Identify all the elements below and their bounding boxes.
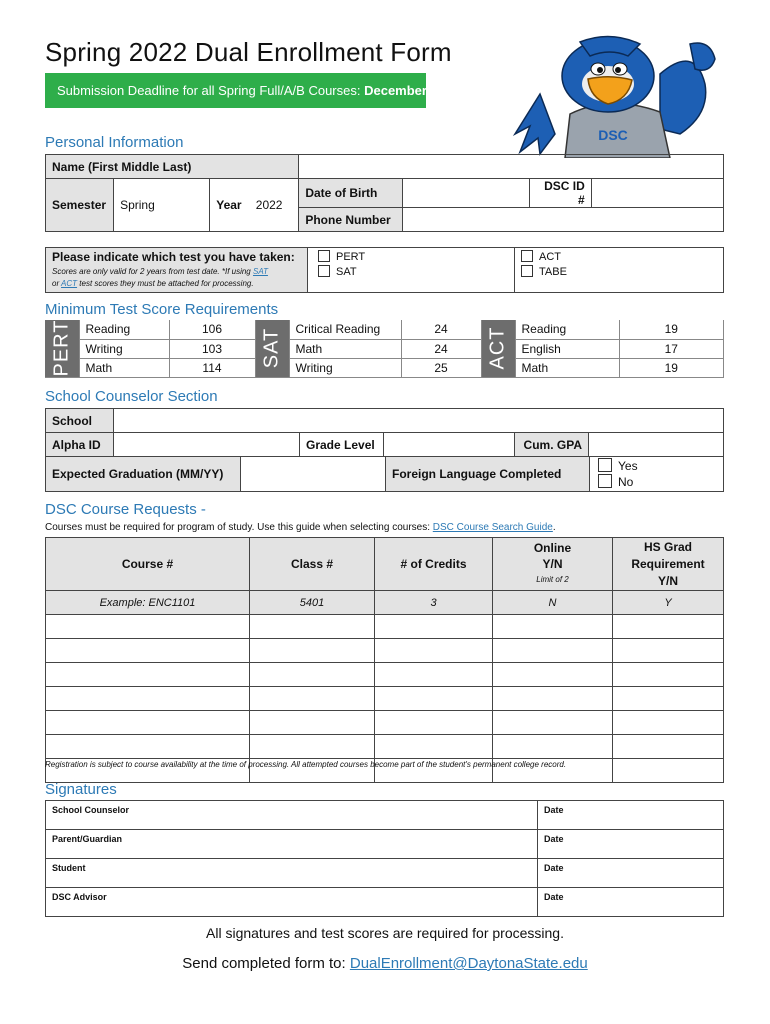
online-cell[interactable] — [493, 687, 613, 711]
online-cell[interactable] — [493, 663, 613, 687]
signatures-heading: Signatures — [45, 781, 117, 798]
foreign-lang-label: Foreign Language Completed — [386, 457, 590, 492]
course-cell[interactable] — [46, 687, 250, 711]
table-row — [46, 687, 724, 711]
test-note-3: test scores they must be attached for processing. — [77, 279, 254, 288]
class-cell[interactable] — [250, 735, 375, 759]
alpha-id-field[interactable] — [114, 433, 300, 457]
option-act[interactable] — [521, 250, 717, 265]
credits-cell[interactable] — [375, 663, 493, 687]
score-value: 19 — [619, 320, 724, 339]
semester-value[interactable]: Spring — [114, 179, 210, 232]
dsc-id-label: DSC ID # — [529, 179, 591, 208]
option-act-label: ACT — [539, 251, 561, 263]
test-note — [52, 266, 301, 290]
credits-cell[interactable] — [375, 711, 493, 735]
example-course: Example: ENC1101 — [46, 591, 250, 615]
online-limit-note: Limit of 2 — [536, 575, 569, 584]
date-field-counselor[interactable] — [538, 801, 724, 830]
personal-info-table — [45, 154, 724, 232]
pert-checkbox[interactable] — [318, 250, 330, 262]
deadline-banner — [45, 73, 438, 108]
counselor-table-2 — [45, 456, 724, 492]
score-subject: Math — [515, 358, 619, 377]
score-subject: Reading — [79, 320, 169, 339]
course-cell[interactable] — [46, 615, 250, 639]
col-online-header — [493, 538, 613, 591]
courses-intro: Courses must be required for program of study. Use this guide when selecting courses: DSC Course Search Guide. — [45, 522, 556, 533]
test-prompt: Please indicate which test you have taken: — [52, 250, 295, 264]
counselor-heading: School Counselor Section — [45, 388, 218, 405]
col-course-header: Course # — [46, 538, 250, 591]
signature-field-counselor[interactable] — [46, 801, 538, 830]
option-no[interactable] — [598, 474, 715, 490]
school-label: School — [46, 409, 114, 433]
online-cell[interactable] — [493, 615, 613, 639]
online-cell[interactable] — [493, 711, 613, 735]
credits-cell[interactable] — [375, 615, 493, 639]
name-field[interactable] — [299, 155, 724, 179]
name-label: Name (First Middle Last) — [46, 155, 299, 179]
deadline-prefix: Submission Deadline for all Spring Full/A/B Courses: — [57, 83, 365, 98]
hs-cell[interactable] — [613, 615, 724, 639]
yes-checkbox[interactable] — [598, 458, 612, 472]
processing-note: All signatures and test scores are required for processing. — [206, 925, 564, 941]
col-hs-header — [613, 538, 724, 591]
dsc-id-field[interactable] — [591, 179, 723, 208]
online-cell[interactable] — [493, 639, 613, 663]
course-guide-link[interactable]: DSC Course Search Guide — [432, 522, 553, 533]
year-value[interactable]: 2022 — [250, 179, 299, 232]
signature-field-parent[interactable] — [46, 830, 538, 859]
signature-row — [46, 830, 724, 859]
class-cell[interactable] — [250, 615, 375, 639]
table-row — [46, 615, 724, 639]
score-subject: Writing — [289, 358, 401, 377]
hs-cell[interactable] — [613, 711, 724, 735]
course-cell[interactable] — [46, 711, 250, 735]
table-row — [46, 639, 724, 663]
signatures-table — [45, 800, 724, 917]
courses-heading: DSC Course Requests - — [45, 501, 206, 518]
online-header-2: Y/N — [542, 557, 563, 571]
date-field-student[interactable] — [538, 859, 724, 888]
score-subject: Math — [289, 339, 401, 358]
date-label: Date — [544, 834, 564, 844]
sat-panel-label: SAT — [260, 328, 283, 369]
signature-role: Parent/Guardian — [52, 834, 123, 844]
class-cell[interactable] — [250, 687, 375, 711]
foreign-lang-options — [590, 457, 724, 492]
min-scores-table — [45, 320, 724, 378]
counselor-table — [45, 408, 724, 457]
act-checkbox[interactable] — [521, 250, 533, 262]
class-cell[interactable] — [250, 711, 375, 735]
score-subject: Writing — [79, 339, 169, 358]
score-value: 24 — [401, 320, 481, 339]
signature-field-advisor[interactable] — [46, 888, 538, 917]
class-cell[interactable] — [250, 639, 375, 663]
table-row — [46, 711, 724, 735]
credits-cell[interactable] — [375, 735, 493, 759]
school-field[interactable] — [114, 409, 724, 433]
registration-disclaimer: Registration is subject to course availability at the time of processing. All attempted courses become part of the student's permanent college record. — [45, 760, 567, 769]
signature-row — [46, 859, 724, 888]
course-cell[interactable] — [46, 735, 250, 759]
score-value: 24 — [401, 339, 481, 358]
score-subject: Reading — [515, 320, 619, 339]
pert-panel — [45, 320, 79, 377]
dob-field[interactable] — [403, 179, 529, 208]
option-tabe[interactable] — [521, 265, 717, 280]
example-credits: 3 — [375, 591, 493, 615]
option-yes[interactable] — [598, 458, 715, 474]
mascot-shirt-text: DSC — [598, 127, 628, 143]
credits-cell[interactable] — [375, 639, 493, 663]
score-subject: Critical Reading — [289, 320, 401, 339]
test-taken-table — [45, 247, 724, 293]
phone-field[interactable] — [403, 208, 724, 232]
signature-role: School Counselor — [52, 805, 130, 815]
test-note-2: or — [52, 279, 62, 288]
option-pert-label: PERT — [336, 251, 366, 263]
example-hs: Y — [613, 591, 724, 615]
sat-panel — [255, 320, 289, 377]
class-cell[interactable] — [250, 663, 375, 687]
test-note-1: Scores are only valid for 2 years from test date. *If using — [52, 267, 253, 276]
blue-bird-mascot-icon — [510, 34, 722, 158]
hs-cell[interactable] — [613, 663, 724, 687]
score-value: 103 — [169, 339, 255, 358]
signature-role: Student — [52, 863, 86, 873]
grad-label: Expected Graduation (MM/YY) — [46, 457, 241, 492]
test-options-right — [515, 248, 724, 293]
phone-label: Phone Number — [299, 208, 403, 232]
date-label: Date — [544, 863, 564, 873]
score-value: 106 — [169, 320, 255, 339]
test-options-left — [308, 248, 515, 293]
signature-role: DSC Advisor — [52, 892, 107, 902]
hs-header-2: Requirement — [631, 556, 705, 571]
form-title: Spring 2022 Dual Enrollment Form — [45, 37, 452, 67]
email-link[interactable]: DualEnrollment@DaytonaState.edu — [349, 955, 588, 972]
send-prefix: Send completed form to: — [182, 955, 350, 972]
score-value: 25 — [401, 358, 481, 377]
signature-field-student[interactable] — [46, 859, 538, 888]
option-yes-label: Yes — [618, 459, 638, 473]
score-value: 114 — [169, 358, 255, 377]
score-value: 19 — [619, 358, 724, 377]
date-field-advisor[interactable] — [538, 888, 724, 917]
example-class: 5401 — [250, 591, 375, 615]
hs-cell[interactable] — [613, 759, 724, 783]
gpa-label: Cum. GPA — [515, 433, 589, 457]
table-row — [46, 663, 724, 687]
alpha-id-label: Alpha ID — [46, 433, 114, 457]
sat-checkbox[interactable] — [318, 265, 330, 277]
option-sat-label: SAT — [336, 266, 357, 278]
grade-level-label: Grade Level — [300, 433, 384, 457]
min-scores-heading: Minimum Test Score Requirements — [45, 301, 279, 318]
score-subject: Math — [79, 358, 169, 377]
score-value: 17 — [619, 339, 724, 358]
dob-label: Date of Birth — [299, 179, 403, 208]
hs-cell[interactable] — [613, 735, 724, 759]
act-panel — [481, 320, 515, 377]
score-subject: English — [515, 339, 619, 358]
col-credits-header: # of Credits — [375, 538, 493, 591]
course-cell[interactable] — [46, 663, 250, 687]
hs-cell[interactable] — [613, 687, 724, 711]
deadline-date: December 1 — [364, 83, 438, 98]
online-cell[interactable] — [493, 735, 613, 759]
date-label: Date — [544, 892, 564, 902]
send-instructions — [0, 955, 770, 972]
hs-cell[interactable] — [613, 639, 724, 663]
option-sat[interactable] — [318, 265, 504, 280]
grad-field[interactable] — [241, 457, 386, 492]
online-header-1: Online — [533, 541, 572, 555]
tabe-checkbox[interactable] — [521, 265, 533, 277]
act-link[interactable]: ACT — [61, 279, 78, 288]
option-tabe-label: TABE — [539, 266, 567, 278]
gpa-field[interactable] — [589, 433, 724, 457]
credits-cell[interactable] — [375, 687, 493, 711]
table-row — [46, 735, 724, 759]
hs-header-3: Y/N — [657, 573, 678, 588]
personal-info-heading: Personal Information — [45, 134, 184, 151]
pert-panel-label: PERT — [50, 319, 73, 377]
date-field-parent[interactable] — [538, 830, 724, 859]
signature-row — [46, 801, 724, 830]
course-requests-table — [45, 537, 724, 783]
hs-header-1: HS Grad — [643, 539, 692, 554]
option-pert[interactable] — [318, 250, 504, 265]
date-label: Date — [544, 805, 564, 815]
no-checkbox[interactable] — [598, 474, 612, 488]
grade-level-field[interactable] — [384, 433, 515, 457]
courses-intro-text: Courses must be required for program of study. Use this guide when selecting courses: — [45, 522, 433, 533]
course-cell[interactable] — [46, 639, 250, 663]
example-row — [46, 591, 724, 615]
option-no-label: No — [618, 475, 634, 489]
act-panel-label: ACT — [486, 326, 509, 370]
year-label: Year — [210, 179, 250, 232]
signature-row — [46, 888, 724, 917]
sat-link[interactable]: SAT — [252, 267, 268, 276]
semester-label: Semester — [46, 179, 114, 232]
col-class-header: Class # — [250, 538, 375, 591]
test-prompt-cell — [46, 248, 308, 293]
example-online: N — [493, 591, 613, 615]
